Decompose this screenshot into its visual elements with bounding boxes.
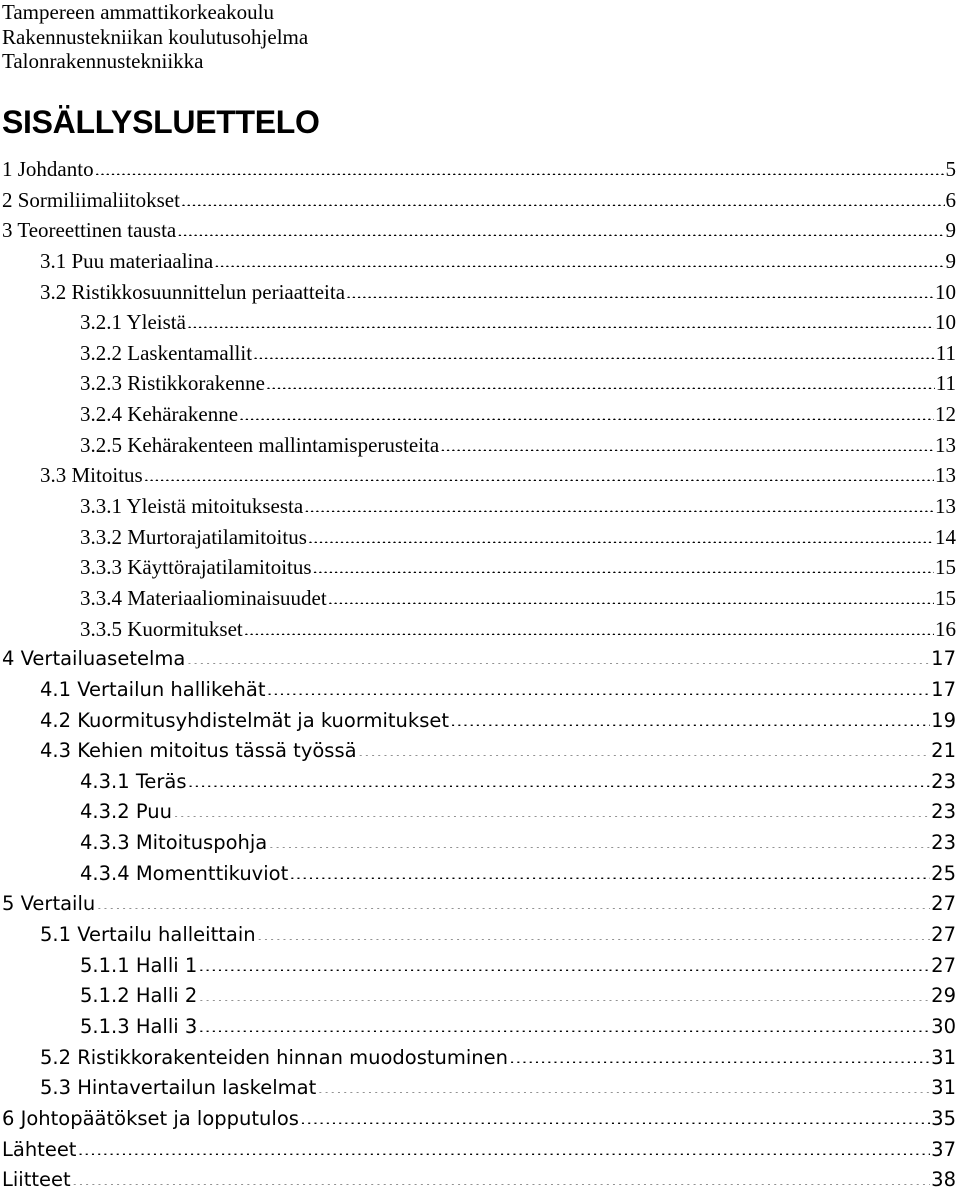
toc-entry-page-number: 14	[935, 524, 956, 549]
toc-entry-label: 3.3.1 Yleistä mitoituksesta	[80, 494, 304, 519]
toc-entry-label: 3.3.3 Käyttörajatilamitoitus	[80, 555, 312, 580]
toc-entry-page-number: 17	[931, 647, 956, 671]
toc-dot-leader	[346, 277, 934, 298]
toc-entry-page-number: 13	[935, 463, 956, 488]
toc-dot-leader	[304, 491, 934, 512]
toc-entry-label: 2 Sormiliimaliitokset	[2, 187, 180, 212]
toc-entry[interactable]	[0, 552, 956, 583]
toc-dot-leader	[188, 767, 931, 787]
toc-entry-page-number: 17	[931, 677, 956, 701]
toc-entry-label: 5 Vertailu	[2, 892, 96, 916]
toc-entry-label: 3.3.2 Murtorajatilamitoitus	[80, 524, 307, 549]
toc-entry-label: 1 Johdanto	[2, 157, 94, 181]
toc-entry[interactable]	[0, 889, 956, 920]
toc-entry[interactable]	[0, 951, 956, 982]
toc-entry[interactable]	[0, 307, 956, 338]
toc-entry-page-number: 15	[935, 555, 956, 580]
toc-entry[interactable]	[0, 522, 956, 553]
toc-dot-leader	[308, 522, 934, 543]
toc-entry-page-number: 13	[935, 432, 956, 457]
toc-entry-page-number: 29	[931, 984, 956, 1008]
toc-entry[interactable]	[0, 215, 956, 246]
toc-dot-leader	[96, 890, 930, 910]
toc-dot-leader	[300, 1104, 930, 1124]
toc-dot-leader	[289, 859, 930, 879]
toc-entry[interactable]	[0, 1043, 956, 1074]
toc-dot-leader	[186, 645, 930, 665]
toc-entry[interactable]	[0, 859, 956, 890]
toc-entry-page-number: 11	[935, 340, 956, 365]
table-of-contents	[0, 154, 956, 1196]
toc-entry-page-number: 37	[931, 1137, 956, 1161]
toc-dot-leader	[266, 368, 935, 389]
toc-dot-leader	[244, 614, 934, 635]
toc-dot-leader	[72, 1166, 931, 1186]
toc-entry-page-number: 19	[931, 708, 956, 732]
toc-entry-page-number: 16	[935, 616, 956, 641]
toc-entry[interactable]	[0, 491, 956, 522]
toc-dot-leader	[214, 246, 944, 267]
toc-entry-page-number: 23	[931, 831, 956, 855]
toc-dot-leader	[198, 982, 930, 1002]
toc-entry[interactable]	[0, 368, 956, 399]
toc-entry-page-number: 5	[945, 157, 956, 181]
toc-entry-page-number: 31	[931, 1045, 956, 1069]
toc-entry[interactable]	[0, 430, 956, 461]
toc-entry-label: 5.1 Vertailu halleittain	[40, 923, 256, 947]
toc-dot-leader	[181, 185, 945, 206]
toc-entry[interactable]	[0, 399, 956, 430]
toc-dot-leader	[450, 706, 930, 726]
toc-dot-leader	[187, 307, 934, 328]
toc-entry-label: 5.2 Ristikkorakenteiden hinnan muodostuminen	[40, 1045, 509, 1069]
toc-dot-leader	[328, 583, 934, 604]
toc-entry[interactable]	[0, 706, 956, 737]
toc-entry-page-number: 6	[945, 187, 956, 212]
toc-entry[interactable]	[0, 1012, 956, 1043]
toc-entry[interactable]	[0, 338, 956, 369]
toc-dot-leader	[440, 430, 934, 451]
toc-entry[interactable]	[0, 828, 956, 859]
toc-entry-label: 3.2.4 Kehärakenne	[80, 402, 239, 427]
header-institution: Tampereen ammattikorkeakoulu	[2, 0, 275, 24]
toc-entry-page-number: 27	[931, 923, 956, 947]
toc-entry-label: 3.1 Puu materiaalina	[40, 248, 214, 273]
toc-entry-page-number: 21	[931, 739, 956, 763]
toc-dot-leader	[177, 215, 944, 236]
toc-entry[interactable]	[0, 614, 956, 645]
toc-entry-label: 6 Johtopäätökset ja lopputulos	[2, 1106, 299, 1130]
toc-entry[interactable]	[0, 185, 956, 216]
toc-entry[interactable]	[0, 767, 956, 798]
toc-entry[interactable]	[0, 460, 956, 491]
toc-dot-leader	[267, 675, 931, 695]
toc-entry-page-number: 27	[931, 892, 956, 916]
toc-entry-page-number: 10	[935, 310, 956, 335]
toc-dot-leader	[239, 399, 934, 420]
toc-entry-label: 5.1.3 Halli 3	[80, 1014, 198, 1038]
toc-dot-leader	[358, 737, 931, 757]
toc-entry[interactable]	[0, 1165, 956, 1196]
toc-entry[interactable]	[0, 675, 956, 706]
toc-entry-label: 3.3 Mitoitus	[40, 463, 143, 488]
toc-dot-leader	[198, 1012, 930, 1032]
toc-entry-label: 4.3 Kehien mitoitus tässä työssä	[40, 739, 357, 763]
toc-entry-page-number: 25	[931, 861, 956, 885]
document-header	[2, 0, 308, 74]
toc-entry-label: 4 Vertailuasetelma	[2, 647, 186, 671]
toc-entry[interactable]	[0, 920, 956, 951]
toc-entry-label: 3.2.1 Yleistä	[80, 310, 186, 335]
toc-entry-page-number: 9	[945, 248, 956, 273]
toc-entry-label: 3.3.5 Kuormitukset	[80, 616, 243, 641]
toc-dot-leader	[509, 1043, 930, 1063]
toc-entry[interactable]	[0, 1104, 956, 1135]
toc-entry[interactable]	[0, 1135, 956, 1166]
toc-dot-leader	[313, 552, 934, 573]
toc-entry[interactable]	[0, 1073, 956, 1104]
toc-entry-label: 3.3.4 Materiaaliominaisuudet	[80, 585, 327, 610]
toc-entry[interactable]	[0, 246, 956, 277]
toc-entry-label: 4.1 Vertailun hallikehät	[40, 677, 266, 701]
toc-entry-page-number: 9	[945, 218, 956, 243]
toc-entry-label: Lähteet	[2, 1137, 77, 1161]
toc-entry-page-number: 23	[931, 769, 956, 793]
toc-entry[interactable]	[0, 736, 956, 767]
toc-entry-label: 4.2 Kuormitusyhdistelmät ja kuormitukset	[40, 708, 450, 732]
toc-entry-label: 5.1.2 Halli 2	[80, 984, 198, 1008]
toc-dot-leader	[253, 338, 935, 359]
toc-entry[interactable]	[0, 277, 956, 308]
toc-dot-leader	[198, 951, 930, 971]
toc-entry-label: 3.2.5 Kehärakenteen mallintamisperusteita	[80, 432, 440, 457]
toc-entry[interactable]	[0, 797, 956, 828]
toc-entry-page-number: 30	[931, 1014, 956, 1038]
toc-entry[interactable]	[0, 644, 956, 675]
toc-entry-label: 3.2 Ristikkosuunnittelun periaatteita	[40, 279, 346, 304]
toc-entry[interactable]	[0, 583, 956, 614]
header-program: Rakennustekniikan koulutusohjelma	[2, 24, 309, 49]
toc-entry-label: 4.3.1 Teräs	[80, 769, 187, 793]
toc-entry-page-number: 23	[931, 800, 956, 824]
toc-entry-label: 3 Teoreettinen tausta	[2, 218, 177, 243]
toc-entry-label: 3.2.3 Ristikkorakenne	[80, 371, 265, 396]
toc-entry-page-number: 27	[931, 953, 956, 977]
page-title: SISÄLLYSLUETTELO	[2, 104, 320, 140]
toc-entry-label: 5.1.1 Halli 1	[80, 953, 198, 977]
toc-entry-page-number: 10	[935, 279, 956, 304]
toc-entry-label: 5.3 Hintavertailun laskelmat	[40, 1076, 317, 1100]
toc-entry-label: Liitteet	[2, 1168, 71, 1192]
toc-entry-label: 4.3.4 Momenttikuviot	[80, 861, 289, 885]
toc-entry-page-number: 31	[931, 1076, 956, 1100]
toc-dot-leader	[144, 460, 934, 481]
toc-dot-leader	[268, 829, 930, 849]
toc-entry-label: 3.2.2 Laskentamallit	[80, 340, 253, 365]
toc-dot-leader	[317, 1074, 930, 1094]
toc-entry-page-number: 15	[935, 585, 956, 610]
toc-entry-page-number: 12	[935, 402, 956, 427]
toc-dot-leader	[173, 798, 930, 818]
toc-dot-leader	[77, 1135, 930, 1155]
toc-entry-label: 4.3.2 Puu	[80, 800, 172, 824]
toc-entry-page-number: 38	[931, 1168, 956, 1192]
header-specialization: Talonrakennustekniikka	[2, 49, 204, 73]
toc-entry[interactable]	[0, 981, 956, 1012]
toc-dot-leader	[95, 154, 945, 175]
toc-entry-page-number: 11	[935, 371, 956, 396]
toc-entry-label: 4.3.3 Mitoituspohja	[80, 831, 268, 855]
toc-entry[interactable]	[0, 154, 956, 185]
toc-entry-page-number: 13	[935, 494, 956, 519]
toc-dot-leader	[257, 921, 931, 941]
toc-entry-page-number: 35	[931, 1106, 956, 1130]
